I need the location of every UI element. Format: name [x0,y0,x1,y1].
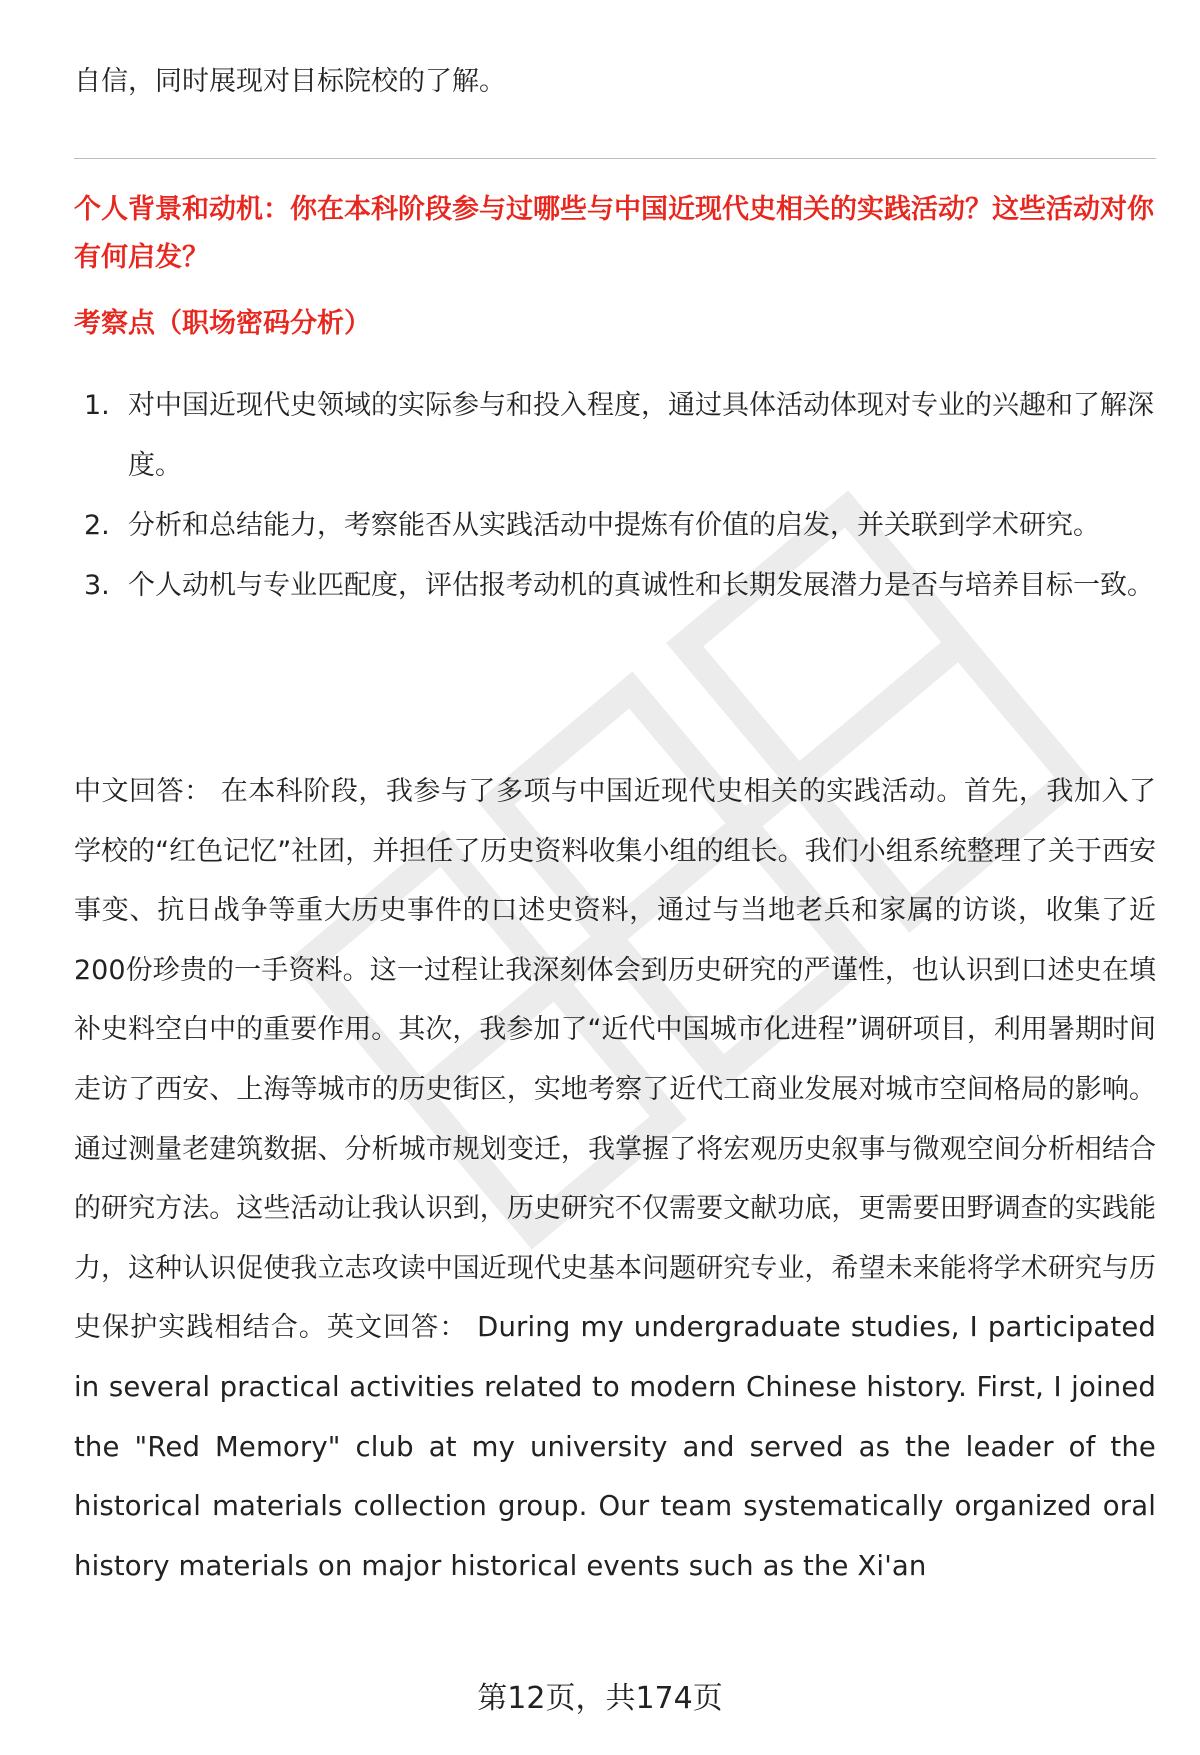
assessment-points-list [74,376,1156,616]
answer-english: During my undergraduate studies, I participated in several practical activities related to modern Chinese history. First, I joined the "Red Memory" club at my university and served as the leader of the historical materials collection group. Our team systematically organized oral history materials on major historical events such as the Xi'an [74,1311,1156,1582]
answer-english-label: 英文回答： [326,1312,468,1344]
point-text: 个人动机与专业匹配度，评估报考动机的真诚性和长期发展潜力是否与培养目标一致。 [128,570,1154,601]
assessment-point [74,556,1156,616]
assessment-heading: 考察点（职场密码分析） [74,308,371,339]
point-text: 对中国近现代史领域的实际参与和投入程度，通过具体活动体现对专业的兴趣和了解深度。 [128,390,1154,481]
point-number: 2. [84,510,110,541]
page-footer: 第12页，共174页 [477,1681,723,1716]
answer-body [74,762,1156,1596]
answer-chinese: 中文回答： 在本科阶段，我参与了多项与中国近现代史相关的实践活动。首先，我加入了学校的“红色记忆”社团，并担任了历史资料收集小组的组长。我们小组系统整理了关于西安事变、抗日战争等重大历史事件的口述史资料，通过与当地老兵和家属的访谈，收集了近200份珍贵的一手资料。这一过程让我深刻体会到历史研究的严谨性，也认识到口述史在填补史料空白中的重要作用。其次，我参加了“近代中国城市化进程”调研项目，利用暑期时间走访了西安、上海等城市的历史街区，实地考察了近代工商业发展对城市空间格局的影响。通过测量老建筑数据、分析城市规划变迁，我掌握了将宏观历史叙事与微观空间分析相结合的研究方法。这些活动让我认识到，历史研究不仅需要文献功底，更需要田野调查的实践能力，这种认识促使我立志攻读中国近现代史基本问题研究专业，希望未来能将学术研究与历史保护实践相结合。 [74,776,1156,1344]
assessment-point [74,496,1156,556]
point-number: 3. [84,570,110,601]
assessment-point [74,376,1156,496]
section-divider [74,158,1156,159]
point-number: 1. [84,390,110,421]
intro-text: 自信，同时展现对目标院校的了解。 [74,66,506,97]
question-heading: 个人背景和动机：你在本科阶段参与过哪些与中国近现代史相关的实践活动？这些活动对你有何启发？ [74,194,1154,273]
point-text: 分析和总结能力，考察能否从实践活动中提炼有价值的启发，并关联到学术研究。 [128,510,1100,541]
